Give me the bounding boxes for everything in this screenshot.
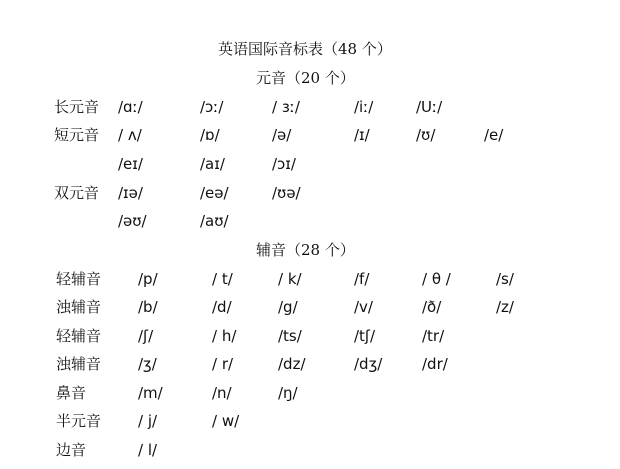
phoneme: /Uː/ bbox=[416, 98, 443, 116]
phoneme: /ʒ/ bbox=[138, 355, 157, 373]
consonant-row-label: 轻辅音 bbox=[56, 270, 102, 288]
phoneme: /f/ bbox=[354, 270, 370, 288]
phoneme: /ʃ/ bbox=[138, 327, 154, 345]
phoneme: /tr/ bbox=[422, 327, 445, 345]
consonant-row-label: 边音 bbox=[56, 441, 87, 459]
consonant-row-label: 鼻音 bbox=[56, 384, 87, 402]
consonant-row-label: 半元音 bbox=[56, 412, 102, 430]
phoneme: /əʊ/ bbox=[118, 212, 147, 230]
phoneme: / j/ bbox=[138, 412, 158, 430]
phoneme: /ɑː/ bbox=[118, 98, 143, 116]
phoneme: / θ / bbox=[422, 270, 451, 288]
short-vowels-label: 短元音 bbox=[54, 126, 100, 144]
consonant-row-label: 浊辅音 bbox=[56, 355, 102, 373]
consonants-heading: 辅音（28 个） bbox=[256, 241, 355, 259]
phoneme: / ɜː/ bbox=[272, 98, 300, 116]
phoneme: /g/ bbox=[278, 298, 298, 316]
phoneme: /ŋ/ bbox=[278, 384, 298, 402]
phoneme: / ʌ/ bbox=[118, 126, 142, 144]
phoneme: /iː/ bbox=[354, 98, 374, 116]
phoneme: /b/ bbox=[138, 298, 158, 316]
phoneme: /eɪ/ bbox=[118, 155, 143, 173]
vowels-heading: 元音（20 个） bbox=[256, 69, 355, 87]
phoneme: /ɪə/ bbox=[118, 184, 143, 202]
phoneme: /ts/ bbox=[278, 327, 302, 345]
phoneme: /ʊə/ bbox=[272, 184, 301, 202]
phoneme: /tʃ/ bbox=[354, 327, 376, 345]
phoneme: /p/ bbox=[138, 270, 158, 288]
phoneme: /eə/ bbox=[200, 184, 229, 202]
long-vowels-label: 长元音 bbox=[54, 98, 100, 116]
diphthongs-label: 双元音 bbox=[54, 184, 100, 202]
phoneme: /z/ bbox=[496, 298, 514, 316]
page-title: 英语国际音标表（48 个） bbox=[218, 40, 392, 58]
phoneme: /d/ bbox=[212, 298, 232, 316]
phoneme: /ɔɪ/ bbox=[272, 155, 296, 173]
phoneme: / r/ bbox=[212, 355, 234, 373]
phoneme: /e/ bbox=[484, 126, 504, 144]
phoneme: /m/ bbox=[138, 384, 163, 402]
phoneme: /aɪ/ bbox=[200, 155, 225, 173]
phoneme: /ʊ/ bbox=[416, 126, 436, 144]
phoneme: /aʊ/ bbox=[200, 212, 229, 230]
phoneme: /ɔː/ bbox=[200, 98, 224, 116]
phoneme: /dz/ bbox=[278, 355, 306, 373]
phoneme: /v/ bbox=[354, 298, 373, 316]
phoneme: / l/ bbox=[138, 441, 158, 459]
phoneme: /ə/ bbox=[272, 126, 292, 144]
phoneme: /dr/ bbox=[422, 355, 448, 373]
phoneme: /ɒ/ bbox=[200, 126, 220, 144]
phoneme: / t/ bbox=[212, 270, 233, 288]
consonant-row-label: 轻辅音 bbox=[56, 327, 102, 345]
phoneme: / k/ bbox=[278, 270, 302, 288]
consonant-row-label: 浊辅音 bbox=[56, 298, 102, 316]
phoneme: / w/ bbox=[212, 412, 240, 430]
phoneme: /ð/ bbox=[422, 298, 442, 316]
phoneme: /dʒ/ bbox=[354, 355, 383, 373]
phoneme: / h/ bbox=[212, 327, 237, 345]
phoneme: /n/ bbox=[212, 384, 232, 402]
phoneme: /ɪ/ bbox=[354, 126, 370, 144]
phoneme: /s/ bbox=[496, 270, 514, 288]
